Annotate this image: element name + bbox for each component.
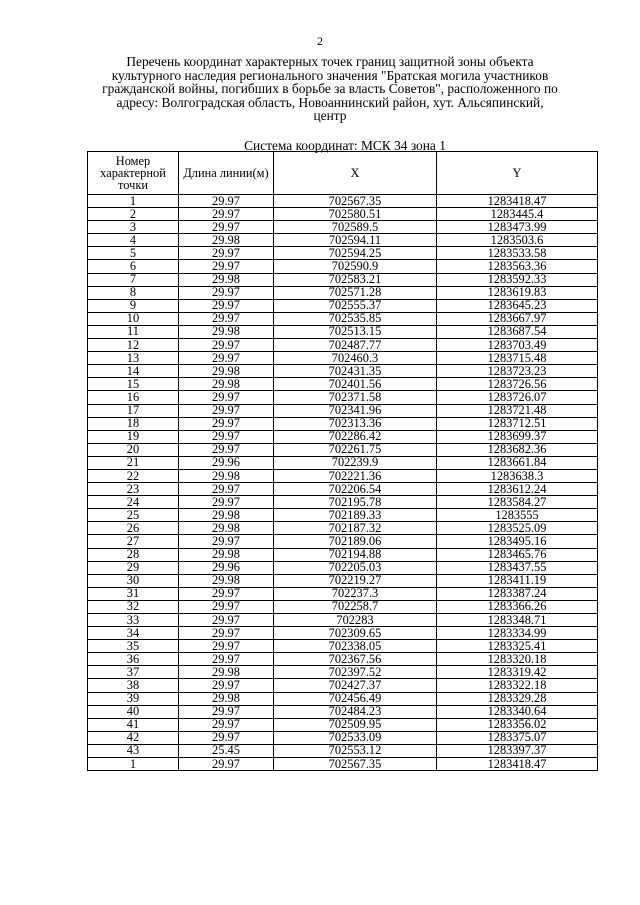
cell-point-number: 18 [88, 417, 179, 430]
cell-x: 702221.36 [274, 469, 437, 482]
cell-x: 702513.15 [274, 325, 437, 338]
cell-x: 702189.33 [274, 509, 437, 522]
cell-x: 702367.56 [274, 653, 437, 666]
cell-y: 1283699.37 [437, 430, 598, 443]
cell-y: 1283387.24 [437, 587, 598, 600]
cell-point-number: 32 [88, 600, 179, 613]
cell-line-length: 29.97 [179, 260, 274, 273]
table-row [88, 653, 598, 666]
table-row [88, 600, 598, 613]
cell-y: 1283329.28 [437, 692, 598, 705]
cell-x: 702338.05 [274, 640, 437, 653]
cell-x: 702341.96 [274, 404, 437, 417]
cell-line-length: 29.98 [179, 234, 274, 247]
page-number: 2 [317, 34, 323, 48]
cell-line-length: 29.96 [179, 561, 274, 574]
cell-line-length: 29.98 [179, 574, 274, 587]
cell-y: 1283682.36 [437, 443, 598, 456]
cell-x: 702286.42 [274, 430, 437, 443]
cell-y: 1283356.02 [437, 718, 598, 731]
table-row [88, 574, 598, 587]
cell-x: 702487.77 [274, 339, 437, 352]
cell-x: 702484.23 [274, 705, 437, 718]
cell-line-length: 25.45 [179, 744, 274, 757]
cell-point-number: 35 [88, 640, 179, 653]
cell-line-length: 29.97 [179, 430, 274, 443]
cell-line-length: 29.97 [179, 587, 274, 600]
cell-point-number: 13 [88, 352, 179, 365]
cell-y: 1283723.23 [437, 365, 598, 378]
cell-point-number: 10 [88, 312, 179, 325]
cell-line-length: 29.97 [179, 705, 274, 718]
cell-point-number: 34 [88, 627, 179, 640]
cell-line-length: 29.97 [179, 718, 274, 731]
cell-y: 1283525.09 [437, 522, 598, 535]
table-row [88, 522, 598, 535]
table-row [88, 679, 598, 692]
table-row [88, 666, 598, 679]
cell-y: 1283322.18 [437, 679, 598, 692]
cell-point-number: 36 [88, 653, 179, 666]
cell-line-length: 29.97 [179, 286, 274, 299]
cell-line-length: 29.97 [179, 417, 274, 430]
cell-point-number: 16 [88, 391, 179, 404]
cell-y: 1283366.26 [437, 600, 598, 613]
cell-x: 702219.27 [274, 574, 437, 587]
table-row [88, 456, 598, 469]
table-row [88, 496, 598, 509]
table-row [88, 587, 598, 600]
cell-line-length: 29.98 [179, 692, 274, 705]
cell-line-length: 29.97 [179, 391, 274, 404]
table-row [88, 627, 598, 640]
cell-point-number: 27 [88, 535, 179, 548]
header-line-length: Длина линии(м) [179, 152, 274, 195]
cell-y: 1283661.84 [437, 456, 598, 469]
cell-y: 1283495.16 [437, 535, 598, 548]
cell-line-length: 29.97 [179, 339, 274, 352]
table-row [88, 312, 598, 325]
cell-point-number: 25 [88, 509, 179, 522]
cell-y: 1283411.19 [437, 574, 598, 587]
coordinate-system-label: Система координат: МСК 34 зона 1 [244, 138, 446, 153]
cell-point-number: 21 [88, 456, 179, 469]
header-x: X [274, 152, 437, 195]
cell-line-length: 29.97 [179, 600, 274, 613]
cell-line-length: 29.97 [179, 614, 274, 627]
cell-y: 1283533.58 [437, 247, 598, 260]
table-row [88, 744, 598, 757]
cell-x: 702594.11 [274, 234, 437, 247]
cell-point-number: 20 [88, 443, 179, 456]
cell-line-length: 29.97 [179, 443, 274, 456]
table-row [88, 705, 598, 718]
cell-x: 702401.56 [274, 378, 437, 391]
table-row [88, 718, 598, 731]
cell-x: 702535.85 [274, 312, 437, 325]
table-row [88, 378, 598, 391]
cell-y: 1283712.51 [437, 417, 598, 430]
cell-line-length: 29.98 [179, 469, 274, 482]
cell-point-number: 3 [88, 221, 179, 234]
cell-x: 702594.25 [274, 247, 437, 260]
title-line: культурного наследия регионального значения "Братская могила участников [111, 67, 549, 83]
cell-x: 702583.21 [274, 273, 437, 286]
table-row [88, 234, 598, 247]
table-row [88, 692, 598, 705]
cell-point-number: 9 [88, 299, 179, 312]
cell-y: 1283592.33 [437, 273, 598, 286]
table-body [88, 195, 598, 771]
cell-point-number: 1 [88, 195, 179, 208]
cell-line-length: 29.97 [179, 352, 274, 365]
cell-y: 1283465.76 [437, 548, 598, 561]
cell-line-length: 29.97 [179, 731, 274, 744]
cell-y: 1283418.47 [437, 195, 598, 208]
cell-point-number: 31 [88, 587, 179, 600]
cell-point-number: 2 [88, 208, 179, 221]
cell-line-length: 29.97 [179, 221, 274, 234]
table-row [88, 758, 598, 771]
cell-y: 1283348.71 [437, 614, 598, 627]
cell-x: 702194.88 [274, 548, 437, 561]
table-row [88, 640, 598, 653]
table-row [88, 614, 598, 627]
cell-line-length: 29.97 [179, 404, 274, 417]
cell-point-number: 29 [88, 561, 179, 574]
cell-line-length: 29.97 [179, 640, 274, 653]
cell-point-number: 38 [88, 679, 179, 692]
cell-x: 702567.35 [274, 758, 437, 771]
table-row [88, 195, 598, 208]
cell-x: 702237.3 [274, 587, 437, 600]
cell-y: 1283445.4 [437, 208, 598, 221]
table-row [88, 208, 598, 221]
cell-y: 1283612.24 [437, 483, 598, 496]
cell-x: 702206.54 [274, 483, 437, 496]
header-y: Y [437, 152, 598, 195]
cell-point-number: 28 [88, 548, 179, 561]
table-row [88, 273, 598, 286]
cell-point-number: 26 [88, 522, 179, 535]
table-row [88, 509, 598, 522]
cell-point-number: 19 [88, 430, 179, 443]
cell-line-length: 29.98 [179, 509, 274, 522]
cell-x: 702309.65 [274, 627, 437, 640]
table-row [88, 325, 598, 338]
cell-y: 1283334.99 [437, 627, 598, 640]
title-line: Перечень координат характерных точек границ защитной зоны объекта [126, 54, 534, 69]
cell-line-length: 29.97 [179, 483, 274, 496]
table-row [88, 299, 598, 312]
cell-x: 702283 [274, 614, 437, 627]
cell-line-length: 29.97 [179, 496, 274, 509]
table-row [88, 469, 598, 482]
cell-y: 1283584.27 [437, 496, 598, 509]
table-row [88, 535, 598, 548]
cell-line-length: 29.97 [179, 299, 274, 312]
cell-point-number: 22 [88, 469, 179, 482]
cell-y: 1283687.54 [437, 325, 598, 338]
table-header-row [88, 152, 598, 195]
table-row [88, 483, 598, 496]
cell-x: 702187.32 [274, 522, 437, 535]
cell-point-number: 24 [88, 496, 179, 509]
cell-y: 1283340.64 [437, 705, 598, 718]
cell-x: 702533.09 [274, 731, 437, 744]
table-row [88, 404, 598, 417]
cell-line-length: 29.97 [179, 679, 274, 692]
cell-point-number: 37 [88, 666, 179, 679]
cell-point-number: 15 [88, 378, 179, 391]
cell-point-number: 41 [88, 718, 179, 731]
table-row [88, 221, 598, 234]
cell-line-length: 29.97 [179, 208, 274, 221]
cell-line-length: 29.98 [179, 273, 274, 286]
cell-point-number: 40 [88, 705, 179, 718]
cell-line-length: 29.97 [179, 653, 274, 666]
cell-y: 1283437.55 [437, 561, 598, 574]
cell-x: 702189.06 [274, 535, 437, 548]
coordinates-table [87, 151, 598, 771]
cell-y: 1283638.3 [437, 469, 598, 482]
cell-point-number: 43 [88, 744, 179, 757]
cell-x: 702313.36 [274, 417, 437, 430]
cell-point-number: 42 [88, 731, 179, 744]
table-row [88, 365, 598, 378]
cell-point-number: 17 [88, 404, 179, 417]
table-row [88, 731, 598, 744]
table-row [88, 443, 598, 456]
title-line: гражданской войны, погибших в борьбе за власть Советов", расположенного по [102, 81, 558, 97]
cell-y: 1283667.97 [437, 312, 598, 325]
cell-line-length: 29.97 [179, 535, 274, 548]
cell-line-length: 29.97 [179, 758, 274, 771]
title-line: адресу: Волгоградская область, Новоаннинский район, хут. Альсяпинский, [116, 94, 544, 110]
cell-y: 1283397.37 [437, 744, 598, 757]
cell-x: 702590.9 [274, 260, 437, 273]
cell-line-length: 29.98 [179, 365, 274, 378]
cell-y: 1283375.07 [437, 731, 598, 744]
cell-y: 1283503.6 [437, 234, 598, 247]
cell-x: 702555.37 [274, 299, 437, 312]
cell-x: 702261.75 [274, 443, 437, 456]
cell-point-number: 14 [88, 365, 179, 378]
cell-line-length: 29.98 [179, 548, 274, 561]
cell-point-number: 11 [88, 325, 179, 338]
table-row [88, 260, 598, 273]
cell-line-length: 29.97 [179, 627, 274, 640]
cell-point-number: 30 [88, 574, 179, 587]
cell-x: 702580.51 [274, 208, 437, 221]
table-row [88, 339, 598, 352]
cell-y: 1283715.48 [437, 352, 598, 365]
cell-y: 1283418.47 [437, 758, 598, 771]
cell-y: 1283320.18 [437, 653, 598, 666]
cell-line-length: 29.98 [179, 666, 274, 679]
cell-line-length: 29.97 [179, 247, 274, 260]
table-row [88, 391, 598, 404]
title-line: центр [313, 108, 347, 124]
cell-point-number: 12 [88, 339, 179, 352]
cell-y: 1283726.07 [437, 391, 598, 404]
table-row [88, 286, 598, 299]
cell-x: 702509.95 [274, 718, 437, 731]
cell-x: 702553.12 [274, 744, 437, 757]
cell-x: 702571.28 [274, 286, 437, 299]
document-title [60, 55, 600, 123]
cell-x: 702258.7 [274, 600, 437, 613]
table-row [88, 561, 598, 574]
cell-point-number: 1 [88, 758, 179, 771]
cell-y: 1283645.23 [437, 299, 598, 312]
cell-x: 702431.35 [274, 365, 437, 378]
cell-x: 702589.5 [274, 221, 437, 234]
cell-y: 1283325.41 [437, 640, 598, 653]
cell-y: 1283473.99 [437, 221, 598, 234]
cell-line-length: 29.98 [179, 325, 274, 338]
table-row [88, 417, 598, 430]
cell-point-number: 23 [88, 483, 179, 496]
cell-y: 1283319.42 [437, 666, 598, 679]
table-row [88, 430, 598, 443]
cell-x: 702567.35 [274, 195, 437, 208]
cell-line-length: 29.97 [179, 195, 274, 208]
cell-line-length: 29.98 [179, 522, 274, 535]
cell-x: 702371.58 [274, 391, 437, 404]
cell-x: 702456.49 [274, 692, 437, 705]
table-row [88, 548, 598, 561]
cell-x: 702460.3 [274, 352, 437, 365]
cell-x: 702205.03 [274, 561, 437, 574]
cell-y: 1283726.56 [437, 378, 598, 391]
cell-line-length: 29.97 [179, 312, 274, 325]
cell-point-number: 7 [88, 273, 179, 286]
cell-x: 702195.78 [274, 496, 437, 509]
cell-point-number: 6 [88, 260, 179, 273]
cell-y: 1283703.49 [437, 339, 598, 352]
cell-point-number: 4 [88, 234, 179, 247]
cell-point-number: 39 [88, 692, 179, 705]
cell-line-length: 29.98 [179, 378, 274, 391]
cell-point-number: 8 [88, 286, 179, 299]
cell-x: 702239.9 [274, 456, 437, 469]
cell-x: 702427.37 [274, 679, 437, 692]
cell-y: 1283555 [437, 509, 598, 522]
table-row [88, 352, 598, 365]
cell-y: 1283563.36 [437, 260, 598, 273]
cell-line-length: 29.96 [179, 456, 274, 469]
cell-point-number: 33 [88, 614, 179, 627]
cell-point-number: 5 [88, 247, 179, 260]
cell-x: 702397.52 [274, 666, 437, 679]
table-row [88, 247, 598, 260]
cell-y: 1283619.83 [437, 286, 598, 299]
header-point-number: Номер характерной точки [88, 152, 179, 195]
cell-y: 1283721.48 [437, 404, 598, 417]
